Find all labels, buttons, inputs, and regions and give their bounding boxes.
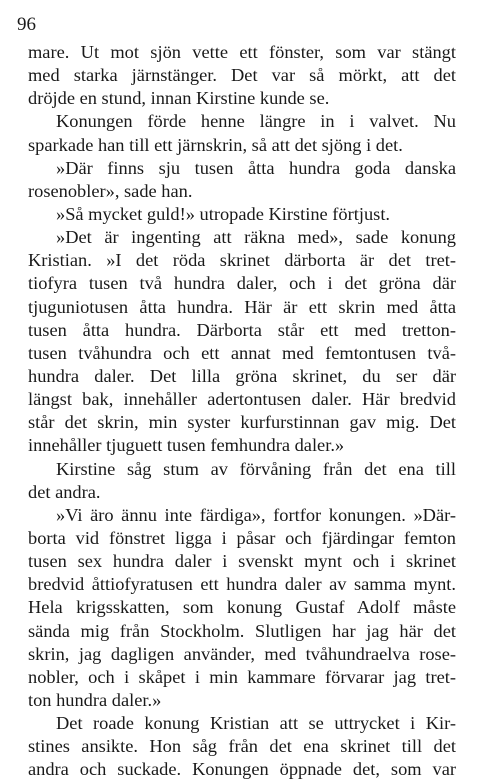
text-line: tusen tvåhundra och ett annat med femtontusen två- bbox=[28, 342, 456, 363]
text-line: Kirstine såg stum av förvåning från det ena till bbox=[56, 458, 456, 479]
text-line: tiofyra tusen två hundra daler, och i det gröna där bbox=[28, 273, 456, 294]
text-line: det andra. bbox=[28, 481, 101, 502]
text-line: Konungen förde henne längre in i valvet. Nu bbox=[56, 111, 456, 132]
text-line: mare. Ut mot sjön vette ett fönster, som var stängt bbox=[28, 42, 456, 62]
body-text bbox=[28, 41, 456, 782]
text-line: sända mig från Stockholm. Slutligen har jag här det bbox=[28, 620, 456, 641]
page-number: 96 bbox=[17, 14, 36, 35]
text-line: bredvid åttiofyratusen ett hundra daler av samma mynt. bbox=[28, 574, 456, 595]
text-line: tusen sex hundra daler i svenskt mynt och i skrinet bbox=[28, 551, 456, 572]
text-line: längst bak, innehåller adertontusen daler. Här bredvid bbox=[28, 389, 456, 410]
text-line: stines ansikte. Hon såg från det ena skrinet till det bbox=[28, 736, 456, 757]
text-line: borta vid fönstret ligga i påsar och fjärdingar femton bbox=[28, 527, 456, 548]
text-line: hundra daler. Det lilla gröna skrinet, du ser där bbox=[28, 365, 456, 386]
text-line: tusen åtta hundra. Därborta står ett med tretton- bbox=[28, 319, 456, 340]
text-line: Det roade konung Kristian att se uttrycket i Kir- bbox=[56, 713, 456, 734]
text-line: »Vi äro ännu inte färdiga», fortfor konungen. »Där- bbox=[56, 504, 456, 525]
text-line: sparkade han till ett järnskrin, så att det sjöng i det. bbox=[28, 134, 403, 155]
text-line: tjuguniotusen åtta hundra. Här är ett skrin med åtta bbox=[28, 296, 456, 317]
text-line: rosenobler», sade han. bbox=[28, 180, 193, 201]
text-line: Kristian. »I det röda skrinet därborta är det tret- bbox=[28, 250, 456, 271]
text-line: ton hundra daler.» bbox=[28, 689, 162, 710]
text-line: innehåller tjuguett tusen femhundra daler.» bbox=[28, 435, 345, 456]
text-line: nobler, och i skåpet i min kammare förvarar jag tret- bbox=[28, 666, 456, 687]
text-line: Hela krigsskatten, som konung Gustaf Adolf måste bbox=[28, 597, 456, 618]
text-line: »Där finns sju tusen åtta hundra goda danska bbox=[56, 157, 456, 178]
text-line: »Det är ingenting att räkna med», sade konung bbox=[56, 227, 456, 248]
text-line: »Så mycket guld!» utropade Kirstine förtjust. bbox=[56, 203, 391, 224]
text-line: med starka järnstänger. Det var så mörkt, att det bbox=[28, 65, 456, 86]
text-line: andra och suckade. Konungen öppnade det, som var bbox=[28, 759, 456, 780]
text-line: skrin, jag dagligen använder, med tvåhundraelva rose- bbox=[28, 643, 456, 664]
text-line: dröjde en stund, innan Kirstine kunde se. bbox=[28, 88, 330, 109]
text-line: står det skrin, min syster kurfurstinnan gav mig. Det bbox=[28, 412, 456, 433]
